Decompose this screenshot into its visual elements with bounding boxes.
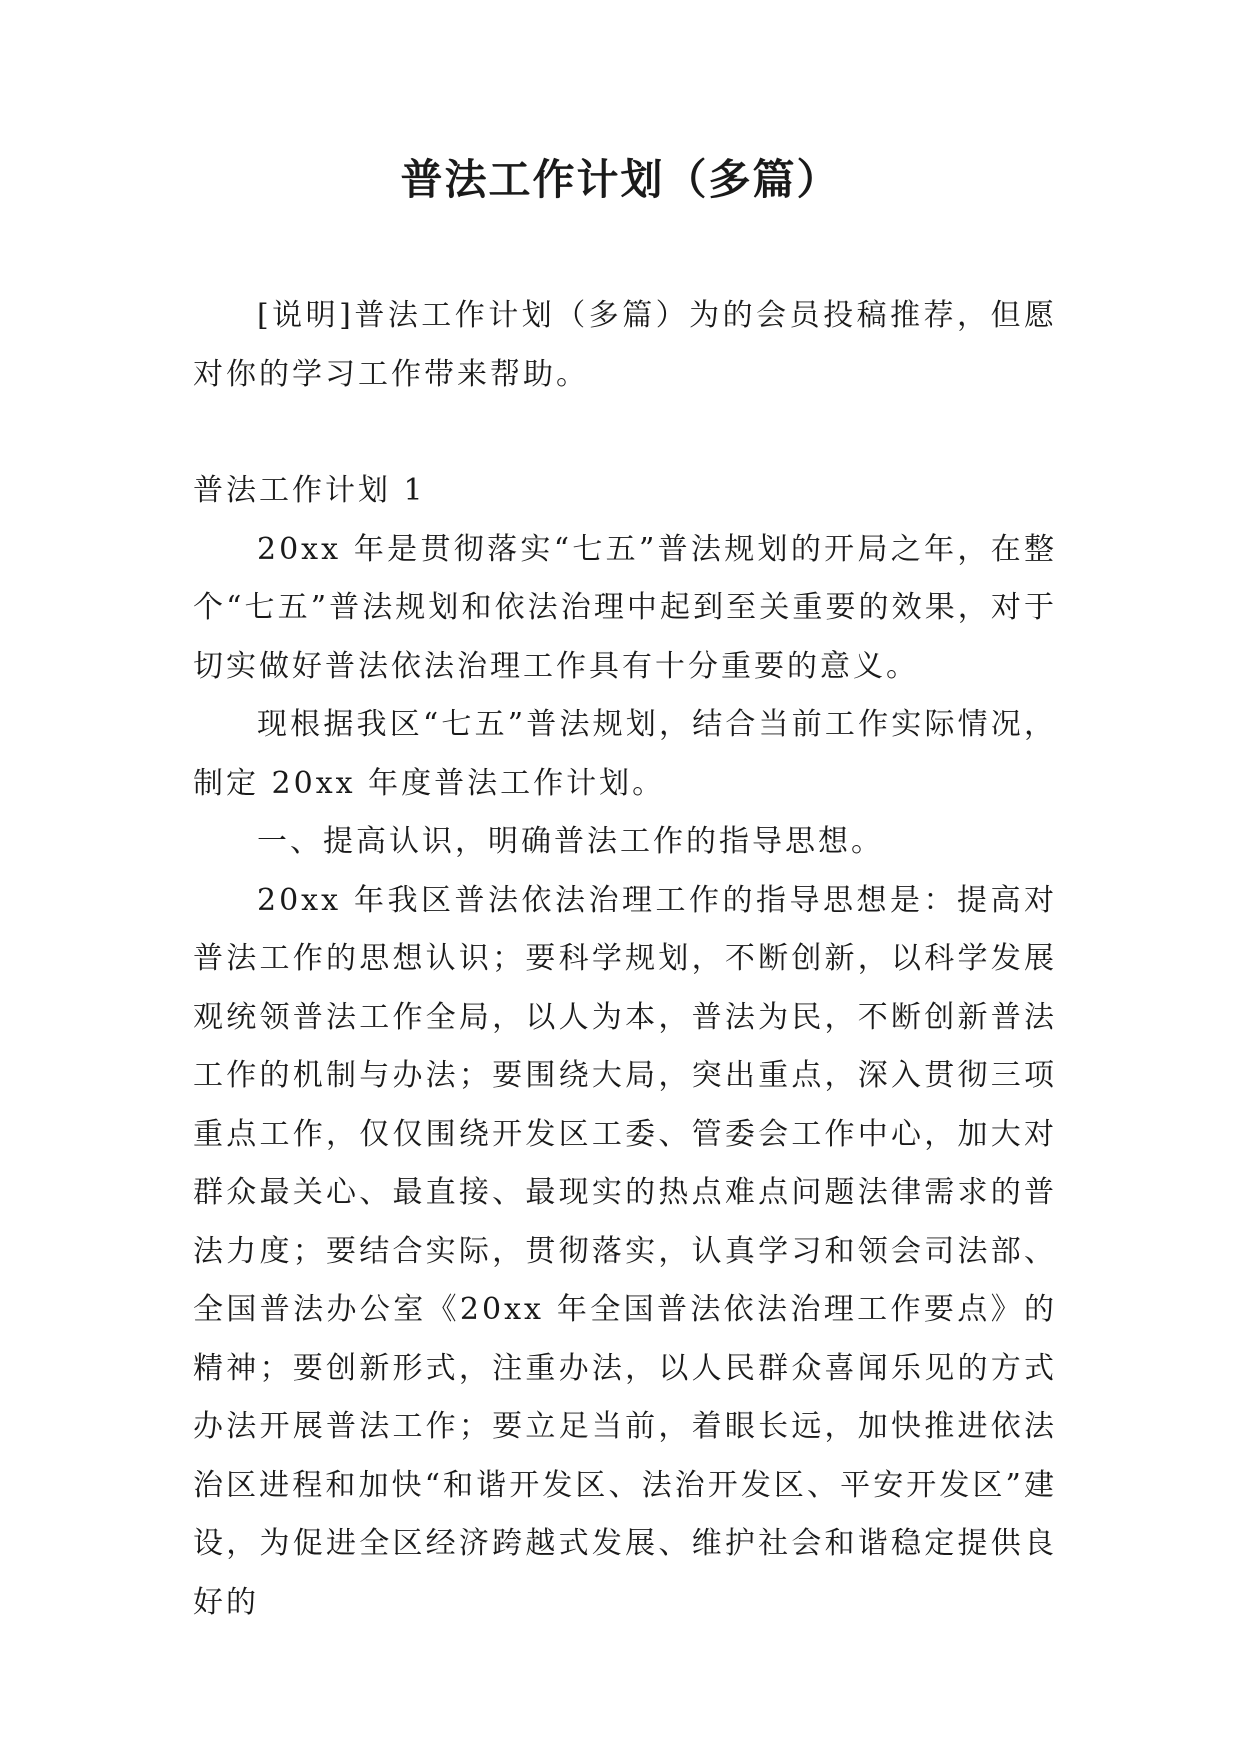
document-body [193, 287, 1057, 1632]
body-paragraph: 20xx 年我区普法依法治理工作的指导思想是：提高对普法工作的思想认识；要科学规划，不断创新，以科学发展观统领普法工作全局，以人为本，普法为民，不断创新普法工作的机制与办法；要围绕大局，突出重点，深入贯彻三项重点工作，仅仅围绕开发区工委、管委会工作中心，加大对群众最关心、最直接、最现实的热点难点问题法律需求的普法力度；要结合实际，贯彻落实，认真学习和领会司法部、全国普法办公室《20xx 年全国普法依法治理工作要点》的精神；要创新形式，注重办法，以人民群众喜闻乐见的方式办法开展普法工作；要立足当前，着眼长远，加快推进依法治区进程和加快“和谐开发区、法治开发区、平安开发区”建设，为促进全区经济跨越式发展、维护社会和谐稳定提供良好的 [193, 882, 1057, 1620]
body-paragraph: 现根据我区“七五”普法规划，结合当前工作实际情况，制定 20xx 年度普法工作计划。 [193, 707, 1057, 801]
document-title: 普法工作计划（多篇） [400, 155, 841, 204]
intro-paragraph: [说明]普法工作计划（多篇）为的会员投稿推荐，但愿对你的学习工作带来帮助。 [193, 298, 1057, 392]
section-heading: 普法工作计划 1 [193, 473, 426, 508]
body-paragraph: 一、提高认识，明确普法工作的指导思想。 [257, 824, 884, 859]
body-paragraph: 20xx 年是贯彻落实“七五”普法规划的开局之年，在整个“七五”普法规划和依法治理中起到至关重要的效果，对于切实做好普法依法治理工作具有十分重要的意义。 [193, 531, 1057, 684]
